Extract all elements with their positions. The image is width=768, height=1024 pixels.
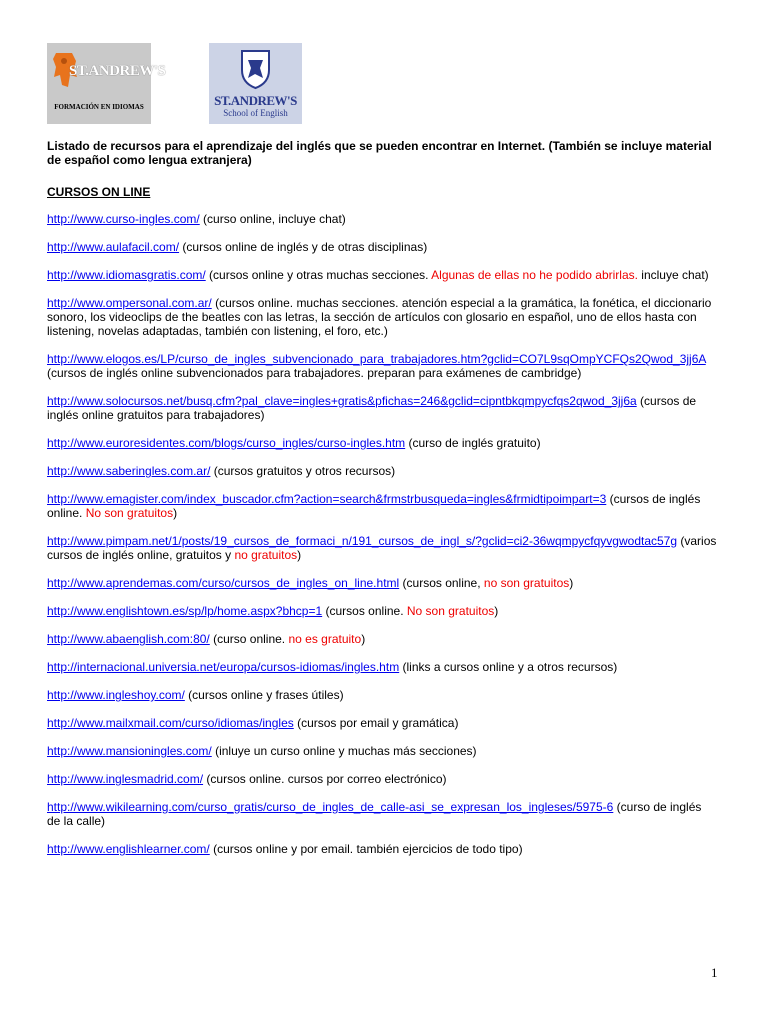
resource-entry [47,352,717,380]
resource-description: (cursos online, [399,576,484,590]
resource-link[interactable]: http://www.aulafacil.com/ [47,240,180,254]
resource-entry [47,842,717,856]
resource-description: (varios cursos de inglés online, gratuitos y [47,534,717,562]
resource-note: no es gratuito [288,632,362,646]
resource-entry [47,492,717,520]
resource-link[interactable]: http://www.englishtown.es/sp/lp/home.aspx?bhcp=1 [47,604,323,618]
logo-right-subtitle: School of English [223,108,288,118]
resource-description: (cursos online. cursos por correo electrónico) [203,772,447,786]
document-body [47,139,717,870]
resource-link[interactable]: http://www.ingleshoy.com/ [47,688,185,702]
resource-description-tail: incluye chat) [637,268,709,282]
resource-description-tail: ) [494,604,499,618]
resource-description: (cursos gratuitos y otros recursos) [210,464,396,478]
resource-link[interactable]: http://www.englishlearner.com/ [47,842,210,856]
resource-note: Algunas de ellas no he podido abrirlas. [431,268,638,282]
resource-link[interactable]: http://www.curso-ingles.com/ [47,212,200,226]
resource-link[interactable]: http://www.euroresidentes.com/blogs/curso_ingles/curso-ingles.htm [47,436,406,450]
resource-description: (cursos de inglés online subvencionados para trabajadores. preparan para exámenes de cambridge) [47,366,582,380]
resource-link[interactable]: http://www.inglesmadrid.com/ [47,772,204,786]
st-andrews-formacion-logo [47,43,166,124]
resource-entry [47,464,717,478]
resource-entry [47,604,717,618]
resource-description-tail: ) [361,632,366,646]
resource-link[interactable]: http://www.solocursos.net/busq.cfm?pal_clave=ingles+gratis&pfichas=246&gclid=cipntbkqmpycfqs2qwod_3jj6a [47,394,637,408]
resource-description: (links a cursos online y a otros recursos) [399,660,618,674]
resource-description: (cursos online. muchas secciones. atención especial a la gramática, la fonética, el diccionario sonoro, los videoclips de the beatles con las letras, la sección de artículos con glosario en español, uno de ellos hasta con listening, novelas adaptadas, también con listening, el foro, etc.) [47,296,712,338]
resource-entry [47,534,717,562]
resource-description: (cursos online y frases útiles) [184,688,344,702]
logo-right-brand: ST.ANDREW'S [214,93,297,108]
resource-link[interactable]: http://www.elogos.es/LP/curso_de_ingles_subvencionado_para_trabajadores.htm?gclid=CO7L9sqOmpYCFQs2Qwod_3jj6A [47,352,706,366]
resource-description-tail: ) [569,576,574,590]
resource-entry [47,576,717,590]
resource-entry [47,716,717,730]
resource-note: no son gratuitos [483,576,570,590]
resource-entry [47,212,717,226]
resource-link[interactable]: http://www.pimpam.net/1/posts/19_cursos_de_formaci_n/191_cursos_de_ingl_s/?gclid=ci2-36wqmpycfqyvgwodtac57g [47,534,678,548]
resource-description: (cursos online de inglés y de otras disciplinas) [179,240,428,254]
resource-entry [47,744,717,758]
resource-entry [47,394,717,422]
resource-link[interactable]: http://www.aprendemas.com/curso/cursos_de_ingles_on_line.html [47,576,400,590]
resource-link[interactable]: http://internacional.universia.net/europa/cursos-idiomas/ingles.htm [47,660,400,674]
resource-entry [47,632,717,646]
resource-description: (cursos de inglés online gratuitos para trabajadores) [47,394,697,422]
st-andrews-school-logo [209,43,302,124]
resource-description: (cursos online y por email. también ejercicios de todo tipo) [209,842,523,856]
resource-description: (curso online, incluye chat) [199,212,346,226]
resource-link[interactable]: http://www.idiomasgratis.com/ [47,268,206,282]
resource-description: (cursos online. [322,604,407,618]
resource-description-tail: ) [173,506,178,520]
resource-link[interactable]: http://www.emagister.com/index_buscador.cfm?action=search&frmstrbusqueda=ingles&frmidtipoimpart=3 [47,492,607,506]
resource-entry [47,268,717,282]
resource-link[interactable]: http://www.mailxmail.com/curso/idiomas/ingles [47,716,294,730]
intro-paragraph: Listado de recursos para el aprendizaje del inglés que se pueden encontrar en Internet. (También se incluye material de español como lengua extranjera) [47,139,712,167]
resource-description: (cursos por email y gramática) [293,716,459,730]
resource-link[interactable]: http://www.mansioningles.com/ [47,744,212,758]
crest-icon [239,48,272,90]
resource-description: (curso de inglés gratuito) [405,436,541,450]
resource-note: no gratuitos [234,548,298,562]
resource-entry [47,436,717,450]
resource-entry [47,688,717,702]
resource-link[interactable]: http://www.ompersonal.com.ar/ [47,296,212,310]
logo-left-brand: ST.ANDREW'S [69,63,166,79]
resource-entry [47,240,717,254]
resource-description-tail: ) [297,548,302,562]
logo-left-subtitle: FORMACIÓN EN IDIOMAS [54,103,144,111]
resource-entry [47,800,717,828]
resource-note: No son gratuitos [406,604,495,618]
page-number: 1 [711,965,718,980]
resource-link[interactable]: http://www.wikilearning.com/curso_gratis/curso_de_ingles_de_calle-asi_se_expresan_los_ingleses/5975-6 [47,800,614,814]
resource-note: No son gratuitos [85,506,174,520]
resource-entry [47,296,717,338]
resource-entry [47,660,717,674]
resource-link[interactable]: http://www.saberingles.com.ar/ [47,464,211,478]
resource-entry [47,772,717,786]
resource-link[interactable]: http://www.abaenglish.com:80/ [47,632,210,646]
resource-list [47,212,717,856]
resource-description: (curso online. [209,632,289,646]
section-heading: CURSOS ON LINE [47,185,151,199]
resource-description: (cursos de inglés online. [47,492,701,520]
resource-description: (curso de inglés de la calle) [47,800,702,828]
resource-description: (cursos online y otras muchas secciones. [205,268,432,282]
resource-description: (inluye un curso online y muchas más secciones) [211,744,477,758]
